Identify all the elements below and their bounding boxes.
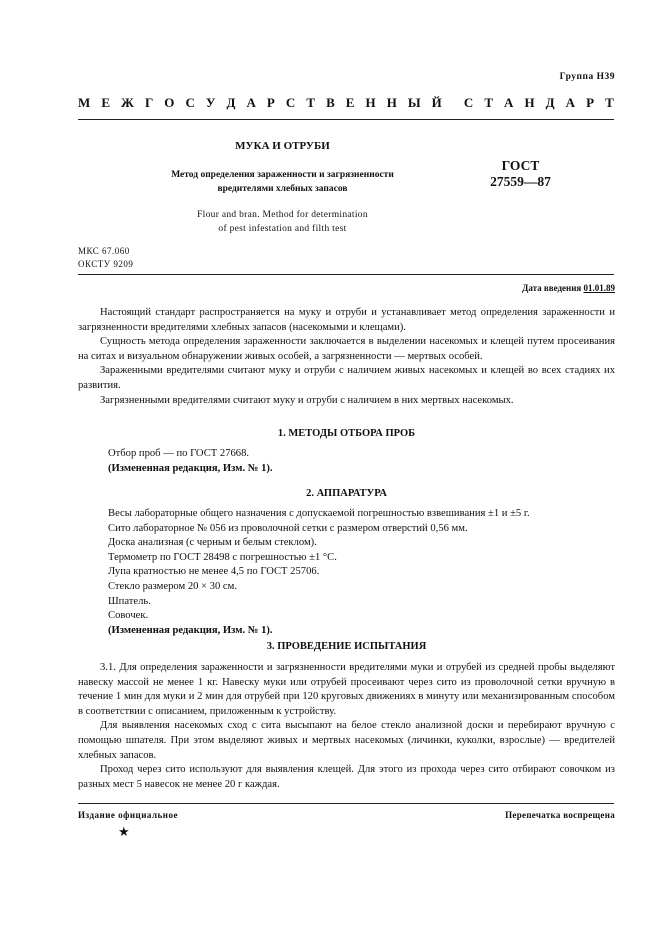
banner-letter: Ж bbox=[121, 95, 134, 110]
intro-section bbox=[78, 306, 615, 408]
subtitle-line: Метод определения зараженности и загрязненности bbox=[171, 170, 394, 180]
official-edition-label: Издание официальное bbox=[78, 810, 178, 820]
apparatus-item: Термометр по ГОСТ 28498 с погрешностью ±1 °С. bbox=[108, 551, 337, 563]
header-rule bbox=[78, 119, 614, 120]
section-3-heading: 3. ПРОВЕДЕНИЕ ИСПЫТАНИЯ bbox=[266, 641, 427, 652]
section-2-heading: 2. АППАРАТУРА bbox=[306, 488, 387, 499]
document-title: МУКА И ОТРУБИ bbox=[235, 140, 330, 152]
banner-letter: Р bbox=[266, 95, 275, 110]
banner-letter: Й bbox=[431, 95, 442, 110]
banner-letter: Р bbox=[586, 95, 595, 110]
reprint-prohibited-label: Перепечатка воспрещена bbox=[505, 810, 615, 820]
okstu-code: ОКСТУ 9209 bbox=[78, 259, 134, 269]
section-1-heading: 1. МЕТОДЫ ОТБОРА ПРОБ bbox=[277, 428, 416, 439]
banner-letter: Д bbox=[226, 95, 236, 110]
banner-letter: Т bbox=[306, 95, 316, 110]
mks-code: МКС 67.060 bbox=[78, 246, 130, 256]
intro-paragraph: Зараженными вредителями считают муку и отруби с наличием живых насекомых и клещей во всех стадиях их развития. bbox=[78, 365, 615, 391]
banner-letter: А bbox=[504, 95, 514, 110]
star-icon: ★ bbox=[118, 824, 130, 839]
gost-code: 27559—87 bbox=[490, 174, 551, 189]
apparatus-item: Весы лабораторные общего назначения с допускаемой погрешностью взвешивания ±1 и ±5 г. bbox=[108, 508, 530, 519]
banner-letter: Н bbox=[386, 95, 397, 110]
banner-letter: Е bbox=[101, 95, 110, 110]
document-subtitle bbox=[135, 168, 430, 196]
banner-letter: Т bbox=[605, 95, 614, 110]
banner-letter: В bbox=[326, 95, 335, 110]
procedure-paragraph: 3.1. Для определения зараженности и загрязненности вредителями муки и отрубей из средней пробы выделяют навеску массой не менее 1 кг. Навеску муки или отрубей просеивают через сито из проволочной сетки вручную в течение 1 мин для муки и 2 мин для отрубей при 120 круговых движениях в минуту или механизированным способом в соответствии с описанием, приложенным к устройству. bbox=[78, 662, 615, 717]
banner-letter: Н bbox=[365, 95, 376, 110]
banner-letter: М bbox=[78, 95, 91, 110]
intro-paragraph: Сущность метода определения зараженности заключается в выделении насекомых и клещей путем просеивания на ситах и визуальном обнаружении живых особей, а загрязненности — мертвых особей. bbox=[78, 336, 615, 362]
banner-letter: С bbox=[185, 95, 195, 110]
date-value: 01.01.89 bbox=[583, 283, 615, 293]
amendment-note: (Измененная редакция, Изм. № 1). bbox=[108, 624, 273, 636]
apparatus-item: Стекло размером 20 × 30 см. bbox=[108, 580, 237, 592]
title-rule bbox=[78, 274, 614, 275]
gost-label: ГОСТ bbox=[501, 158, 540, 173]
section-1-text: Отбор проб — по ГОСТ 27668. bbox=[108, 448, 250, 459]
banner-letter: Е bbox=[345, 95, 355, 110]
amendment-note: (Измененная редакция, Изм. № 1). bbox=[108, 462, 273, 474]
banner-letter: Н bbox=[524, 95, 535, 110]
banner-letter: Т bbox=[484, 95, 493, 110]
section-2-list bbox=[108, 507, 615, 638]
apparatus-item: Лупа кратностью не менее 4,5 по ГОСТ 25706. bbox=[108, 566, 320, 578]
apparatus-item: Шпатель. bbox=[108, 595, 151, 607]
english-title-line: Flour and bran. Method for determination bbox=[197, 210, 368, 220]
banner-letter: С bbox=[463, 95, 474, 110]
gost-number bbox=[488, 158, 553, 190]
banner-letter: С bbox=[285, 95, 296, 110]
banner-letter: Г bbox=[144, 95, 154, 110]
classification-codes bbox=[78, 245, 133, 271]
procedure-paragraph: Проход через сито используют для выявления клещей. Для этого из прохода через сито отбирают совочком из разных мест 5 навесок не менее 20 г каждая. bbox=[78, 764, 615, 790]
intro-paragraph: Настоящий стандарт распространяется на муку и отруби и устанавливает метод определения зараженности и загрязненности вредителями хлебных запасов (насекомыми и клещами). bbox=[78, 307, 615, 333]
subtitle-line: вредителями хлебных запасов bbox=[217, 184, 348, 194]
apparatus-item: Сито лабораторное № 056 из проволочной сетки с размером отверстий 0,56 мм. bbox=[108, 522, 468, 534]
section-1-body bbox=[108, 447, 615, 476]
banner-letter: Д bbox=[545, 95, 555, 110]
intro-paragraph: Загрязненными вредителями считают муку и отруби с наличием в них мертвых насекомых. bbox=[100, 394, 514, 406]
apparatus-item: Совочек. bbox=[108, 610, 149, 622]
english-title bbox=[170, 208, 395, 236]
banner-letter: А bbox=[246, 95, 256, 110]
banner-letter: У bbox=[205, 95, 216, 110]
effective-date bbox=[522, 283, 615, 293]
standard-banner bbox=[78, 95, 614, 111]
banner-letter: Ы bbox=[407, 95, 421, 110]
banner-letter: О bbox=[164, 95, 175, 110]
procedure-paragraph: Для выявления насекомых сход с сита высыпают на белое стекло анализной доски и перебирают вручную с помощью шпателя. При этом выделяют живых и мертвых насекомых (личинки, куколки, взрослые) — вредителей хлебных запасов. bbox=[78, 720, 615, 761]
english-title-line: of pest infestation and filth test bbox=[218, 224, 347, 234]
footer-rule bbox=[78, 803, 614, 804]
apparatus-item: Доска анализная (с черным и белым стеклом). bbox=[108, 537, 317, 549]
date-label: Дата введения bbox=[522, 283, 582, 293]
section-3-body bbox=[78, 661, 615, 792]
banner-letter: А bbox=[565, 95, 576, 110]
group-code: Группа Н39 bbox=[559, 72, 615, 82]
